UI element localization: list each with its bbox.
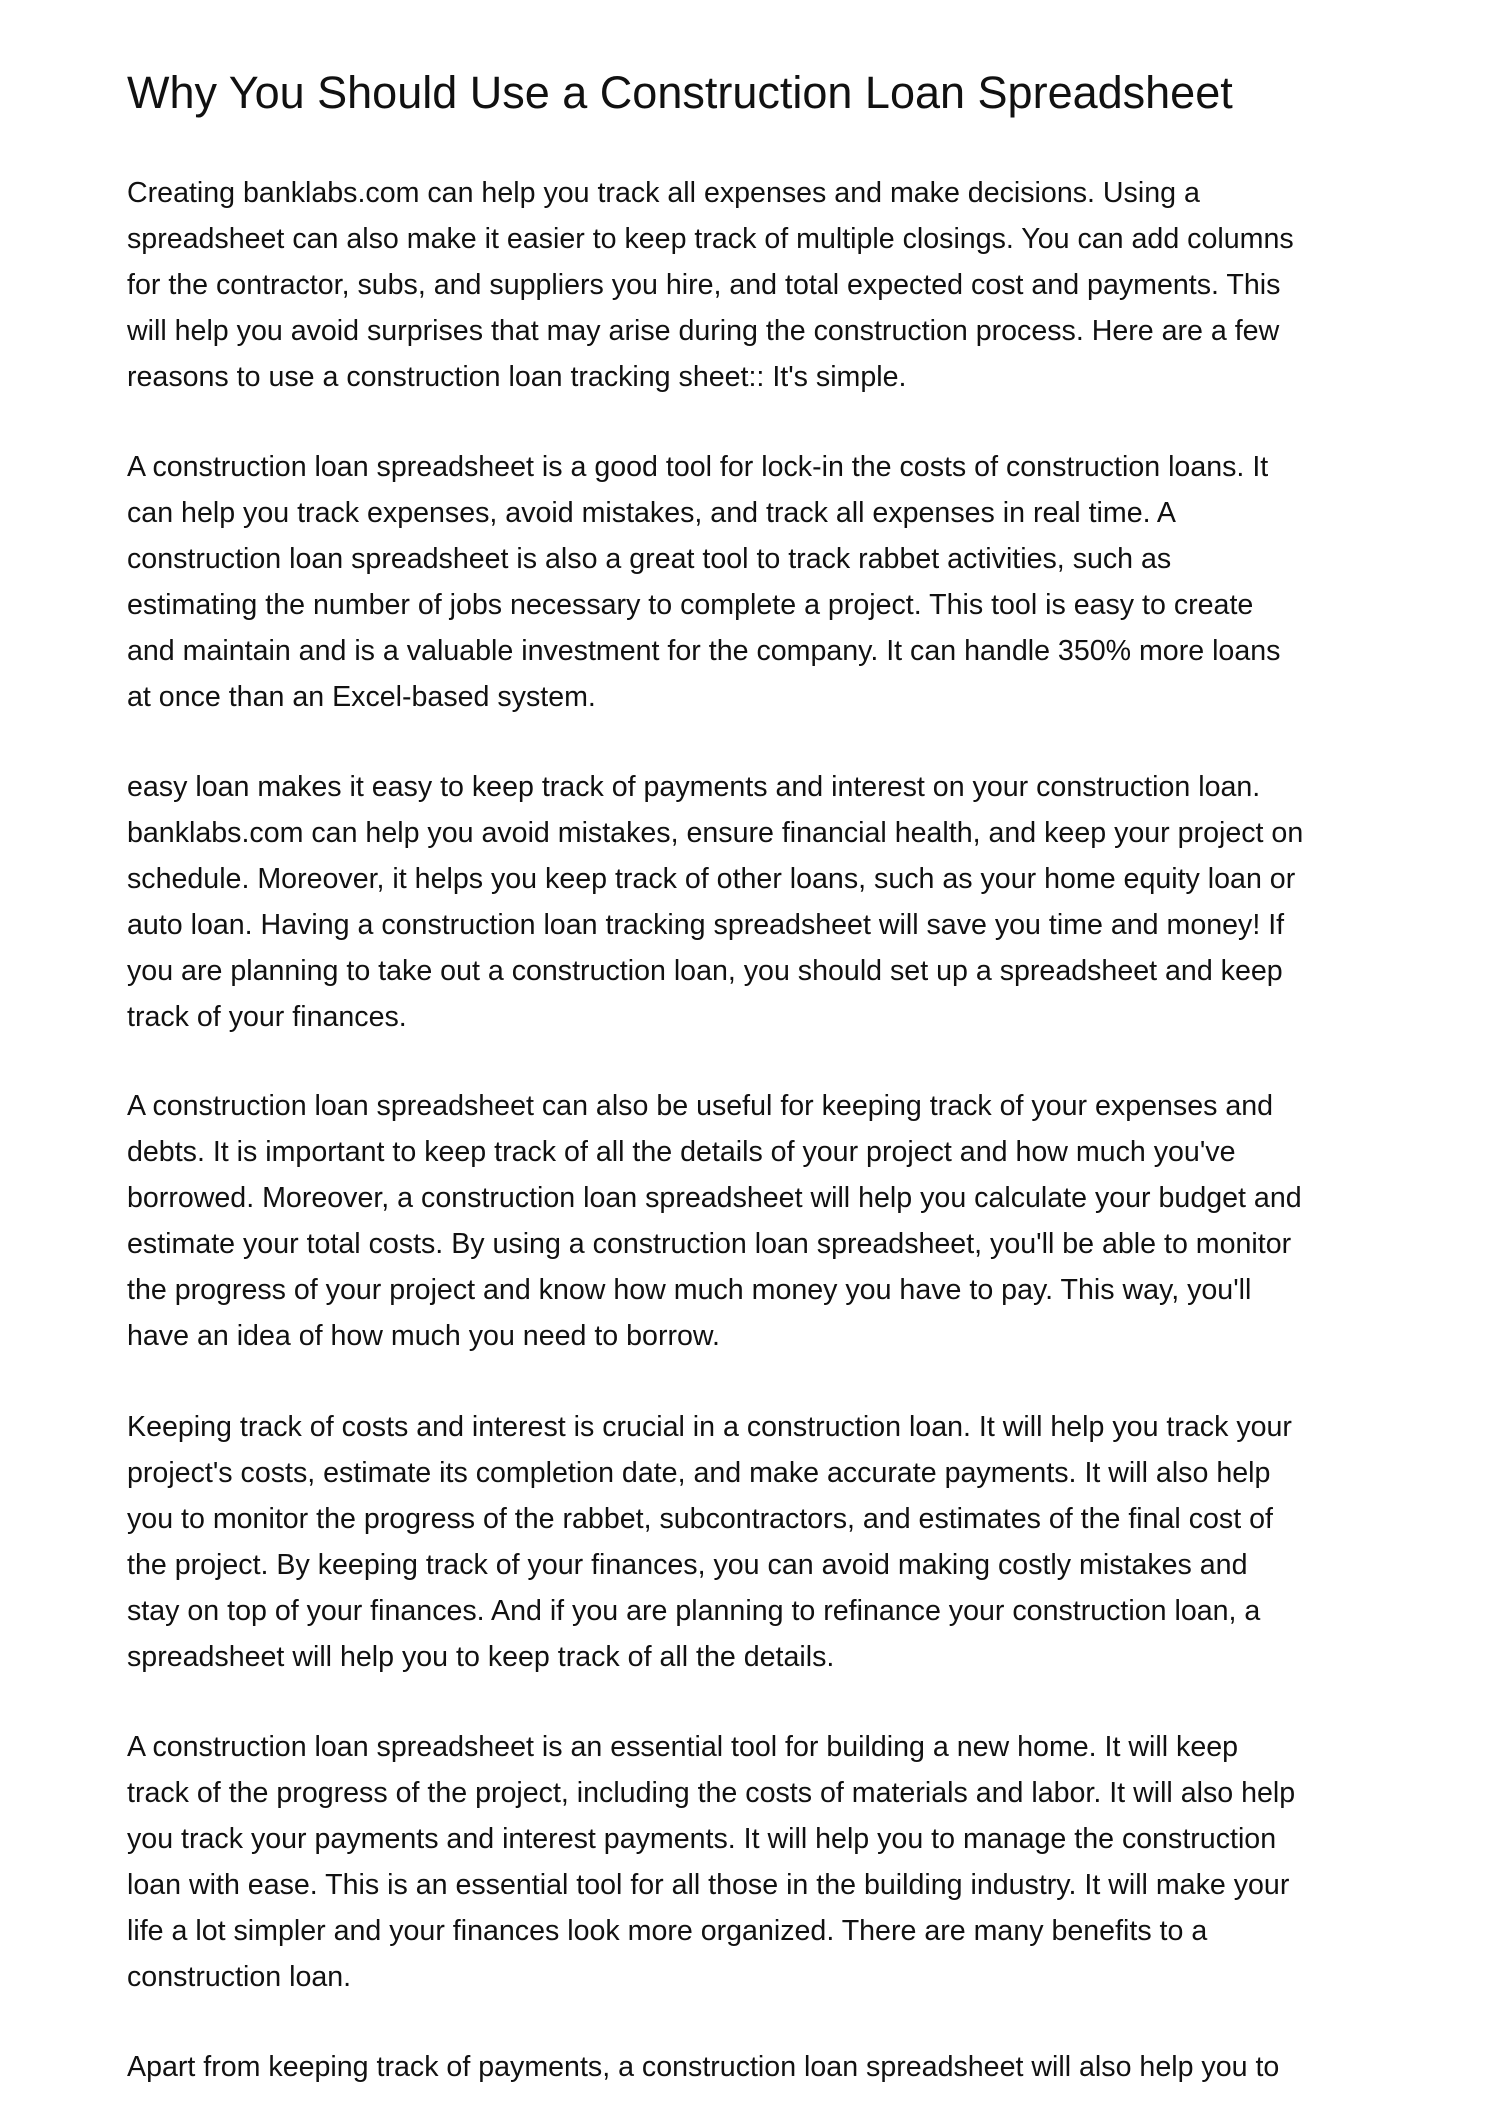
paragraph-line: Creating banklabs.com can help you track all expenses and make decisions. Using a <box>127 177 1200 209</box>
paragraph-line: reasons to use a construction loan tracking sheet:: It's simple. <box>127 360 907 393</box>
paragraph-line: spreadsheet can also make it easier to keep track of multiple closings. You can add columns <box>127 222 1294 255</box>
paragraph-1 <box>127 171 1294 401</box>
paragraph-line: construction loan spreadsheet is also a great tool to track rabbet activities, such as <box>127 542 1172 575</box>
paragraph-4 <box>127 1084 1302 1359</box>
paragraph-line: banklabs.com can help you avoid mistakes, ensure financial health, and keep your project on <box>127 816 1304 849</box>
paragraph-line: you to monitor the progress of the rabbet, subcontractors, and estimates of the final cost of <box>127 1502 1273 1535</box>
paragraph-line: easy loan makes it easy to keep track of payments and interest on your construction loan. <box>127 771 1261 803</box>
paragraph-line: estimate your total costs. By using a construction loan spreadsheet, you'll be able to monitor <box>127 1227 1292 1260</box>
paragraph-line: Keeping track of costs and interest is crucial in a construction loan. It will help you track your <box>127 1411 1292 1443</box>
paragraph-5 <box>127 1405 1292 1680</box>
paragraph-line: you track your payments and interest payments. It will help you to manage the construction <box>127 1822 1277 1855</box>
paragraph-line: track of your finances. <box>127 1000 407 1033</box>
paragraph-line: at once than an Excel-based system. <box>127 680 596 713</box>
paragraph-line: Apart from keeping track of payments, a construction loan spreadsheet will also help you to <box>127 2051 1280 2083</box>
paragraph-line: estimating the number of jobs necessary to complete a project. This tool is easy to create <box>127 588 1254 621</box>
paragraph-line: A construction loan spreadsheet can also be useful for keeping track of your expenses and <box>127 1090 1274 1122</box>
page-title: Why You Should Use a Construction Loan Spreadsheet <box>127 67 1233 118</box>
paragraph-line: you are planning to take out a construction loan, you should set up a spreadsheet and keep <box>127 954 1283 987</box>
paragraph-line: schedule. Moreover, it helps you keep track of other loans, such as your home equity loan or <box>127 862 1296 895</box>
paragraph-line: track of the progress of the project, including the costs of materials and labor. It will also help <box>127 1776 1296 1809</box>
paragraph-3 <box>127 765 1303 1040</box>
paragraph-line: borrowed. Moreover, a construction loan spreadsheet will help you calculate your budget and <box>127 1181 1302 1214</box>
paragraph-7 <box>127 2045 1279 2091</box>
paragraph-line: the project. By keeping track of your finances, you can avoid making costly mistakes and <box>127 1548 1248 1581</box>
paragraph-line: will help you avoid surprises that may arise during the construction process. Here are a few <box>127 314 1280 347</box>
paragraph-2 <box>127 445 1280 720</box>
paragraph-line: project's costs, estimate its completion date, and make accurate payments. It will also help <box>127 1456 1271 1489</box>
paragraph-line: can help you track expenses, avoid mistakes, and track all expenses in real time. A <box>127 496 1176 529</box>
paragraph-line: life a lot simpler and your finances look more organized. There are many benefits to a <box>127 1914 1208 1947</box>
paragraph-line: construction loan. <box>127 1960 352 1993</box>
paragraph-line: spreadsheet will help you to keep track of all the details. <box>127 1640 835 1673</box>
paragraph-line: A construction loan spreadsheet is a good tool for lock-in the costs of construction loans. It <box>127 451 1269 483</box>
paragraph-line: stay on top of your finances. And if you are planning to refinance your construction loan, a <box>127 1594 1261 1627</box>
paragraph-line: A construction loan spreadsheet is an essential tool for building a new home. It will keep <box>127 1731 1239 1763</box>
paragraph-line: auto loan. Having a construction loan tracking spreadsheet will save you time and money! If <box>127 908 1285 941</box>
paragraph-line: debts. It is important to keep track of all the details of your project and how much you've <box>127 1135 1236 1168</box>
paragraph-line: the progress of your project and know how much money you have to pay. This way, you'll <box>127 1273 1252 1306</box>
paragraph-line: loan with ease. This is an essential tool for all those in the building industry. It will make your <box>127 1868 1290 1901</box>
paragraph-line: and maintain and is a valuable investment for the company. It can handle 350% more loans <box>127 634 1281 667</box>
paragraph-line: have an idea of how much you need to borrow. <box>127 1319 720 1352</box>
paragraph-6 <box>127 1725 1295 2000</box>
paragraph-line: for the contractor, subs, and suppliers you hire, and total expected cost and payments. This <box>127 268 1281 301</box>
